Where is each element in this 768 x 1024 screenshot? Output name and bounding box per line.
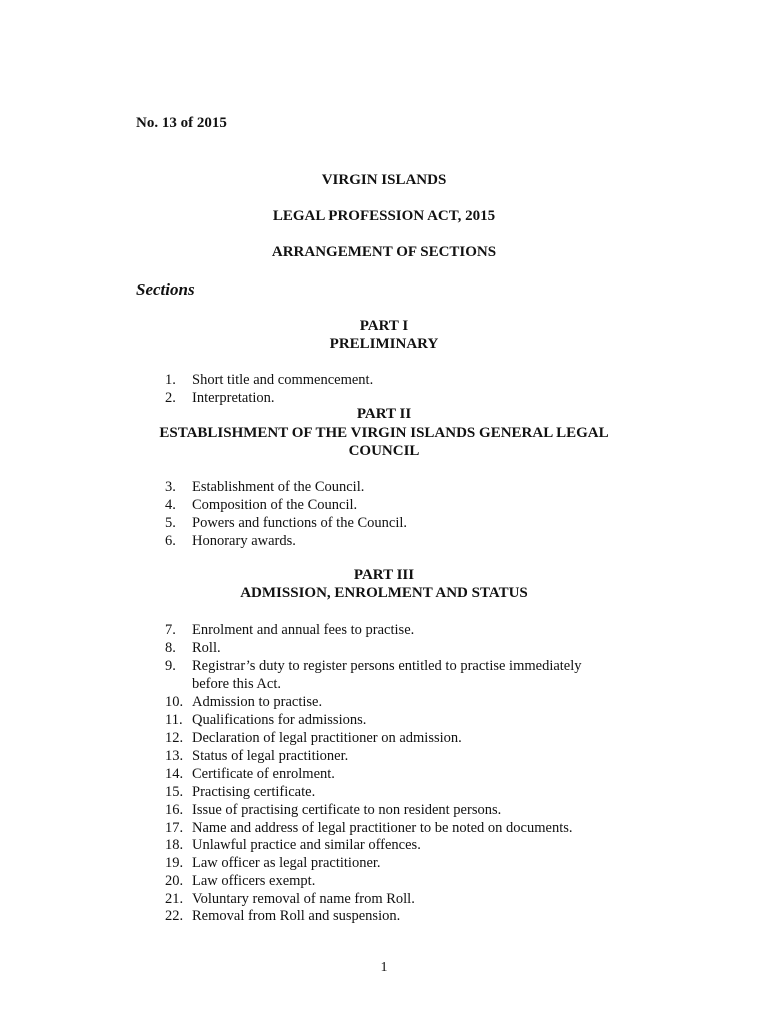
- section-number: 10.: [165, 694, 184, 710]
- part-heading: PART I: [359, 318, 409, 334]
- part-heading: PART II: [356, 406, 412, 422]
- list-item: [165, 801, 645, 819]
- arrangement-heading: ARRANGEMENT OF SECTIONS: [271, 244, 497, 260]
- section-title: Enrolment and annual fees to practise.: [192, 622, 415, 638]
- section-number: 4.: [165, 497, 176, 513]
- section-title: Issue of practising certificate to non resident persons.: [192, 802, 502, 818]
- list-item: [165, 478, 645, 496]
- section-title: Establishment of the Council.: [192, 479, 365, 495]
- section-number: 9.: [165, 658, 176, 674]
- section-number: 19.: [165, 855, 184, 871]
- section-number: 15.: [165, 784, 184, 800]
- territory-heading: VIRGIN ISLANDS: [321, 172, 447, 188]
- list-item: [165, 621, 645, 639]
- section-title: Removal from Roll and suspension.: [192, 908, 401, 924]
- section-title: Interpretation.: [192, 390, 275, 406]
- section-title: Short title and commencement.: [192, 372, 374, 388]
- list-item: [165, 872, 645, 890]
- list-item: [165, 819, 645, 837]
- act-title: LEGAL PROFESSION ACT, 2015: [272, 208, 496, 224]
- list-item: [165, 514, 645, 532]
- section-title-continued: before this Act.: [192, 676, 281, 692]
- section-number: 17.: [165, 820, 184, 836]
- list-item: [165, 890, 645, 908]
- section-number: 22.: [165, 908, 184, 924]
- section-number: 8.: [165, 640, 176, 656]
- section-title: Law officers exempt.: [192, 873, 316, 889]
- section-title: Powers and functions of the Council.: [192, 515, 408, 531]
- list-item: [165, 765, 645, 783]
- section-title: Unlawful practice and similar offences.: [192, 837, 421, 853]
- section-title: Qualifications for admissions.: [192, 712, 367, 728]
- list-item: [165, 657, 645, 675]
- section-number: 3.: [165, 479, 176, 495]
- list-item: [165, 907, 645, 925]
- part-heading: PART III: [353, 567, 415, 583]
- sections-label: Sections: [136, 280, 195, 299]
- page-number: 1: [380, 960, 388, 975]
- list-item: [165, 836, 645, 854]
- section-title: Composition of the Council.: [192, 497, 358, 513]
- list-item: [165, 371, 645, 389]
- section-title: Honorary awards.: [192, 533, 296, 549]
- list-item: [165, 389, 645, 407]
- list-item: [165, 693, 645, 711]
- section-number: 11.: [165, 712, 183, 728]
- section-number: 6.: [165, 533, 176, 549]
- section-title: Status of legal practitioner.: [192, 748, 349, 764]
- section-title: Name and address of legal practitioner to be noted on documents.: [192, 820, 573, 836]
- part-title: PRELIMINARY: [329, 336, 439, 352]
- section-number: 13.: [165, 748, 184, 764]
- list-item-continued: [165, 675, 645, 693]
- section-title: Declaration of legal practitioner on admission.: [192, 730, 462, 746]
- section-title: Practising certificate.: [192, 784, 316, 800]
- section-number: 20.: [165, 873, 184, 889]
- section-number: 14.: [165, 766, 184, 782]
- list-item: [165, 639, 645, 657]
- section-number: 5.: [165, 515, 176, 531]
- list-item: [165, 783, 645, 801]
- section-number: 12.: [165, 730, 184, 746]
- list-item: [165, 747, 645, 765]
- section-number: 7.: [165, 622, 176, 638]
- list-item: [165, 532, 645, 550]
- section-number: 18.: [165, 837, 184, 853]
- list-item: [165, 729, 645, 747]
- section-title: Admission to practise.: [192, 694, 323, 710]
- section-title: Certificate of enrolment.: [192, 766, 335, 782]
- section-title: Law officer as legal practitioner.: [192, 855, 381, 871]
- list-item: [165, 711, 645, 729]
- part-title-continued: COUNCIL: [348, 443, 420, 459]
- list-item: [165, 496, 645, 514]
- part-title: ESTABLISHMENT OF THE VIRGIN ISLANDS GENERAL LEGAL: [159, 425, 609, 441]
- section-number: 21.: [165, 891, 184, 907]
- part-title: ADMISSION, ENROLMENT AND STATUS: [240, 585, 528, 601]
- section-number: 16.: [165, 802, 184, 818]
- section-title: Roll.: [192, 640, 221, 656]
- section-title: Voluntary removal of name from Roll.: [192, 891, 415, 907]
- section-number: 2.: [165, 390, 176, 406]
- section-number: 1.: [165, 372, 176, 388]
- list-item: [165, 854, 645, 872]
- section-title: Registrar’s duty to register persons entitled to practise immediately: [192, 658, 582, 674]
- act-number: No. 13 of 2015: [136, 115, 227, 131]
